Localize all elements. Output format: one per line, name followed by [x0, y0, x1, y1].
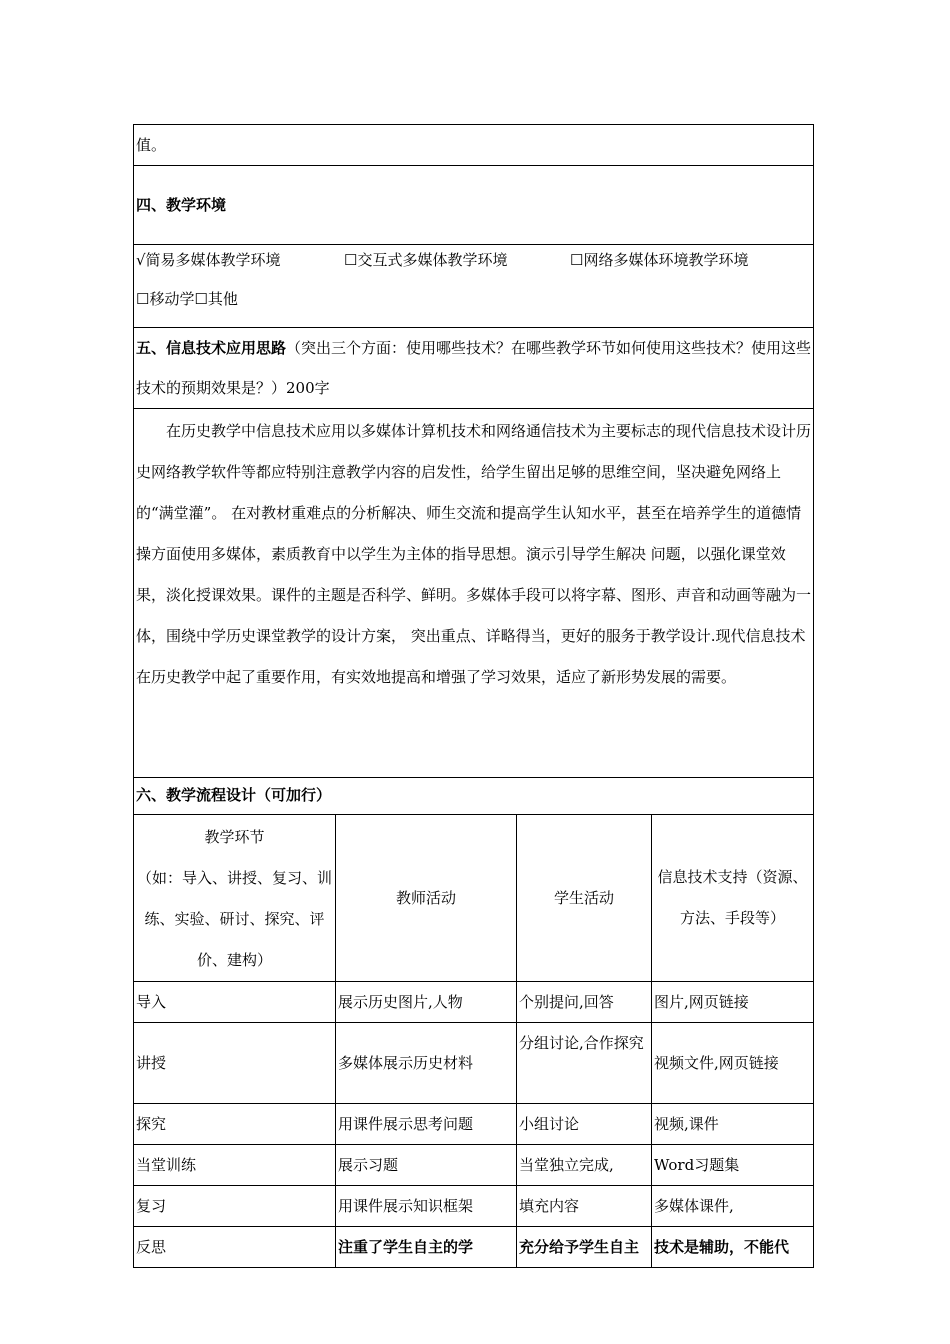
table-row	[134, 1227, 814, 1268]
option-network-multimedia: ☐网络多媒体环境教学环境	[570, 251, 749, 269]
option-mobile-other: ☐移动学☐其他	[136, 290, 238, 308]
row-stage: 讲授	[134, 1023, 336, 1104]
header-tech: 信息技术支持（资源、方法、手段等）	[652, 815, 814, 982]
row-stage: 探究	[134, 1104, 336, 1145]
top-row	[134, 125, 814, 166]
section4-title: 四、教学环境	[134, 166, 814, 245]
row-tech: Word习题集	[652, 1145, 814, 1186]
header-stage-examples: （如：导入、讲授、复习、训练、实验、研讨、探究、评价、建构）	[136, 869, 332, 969]
section4-options-row	[134, 245, 814, 328]
row-student: 小组讨论	[517, 1104, 652, 1145]
row-tech: 多媒体课件,	[652, 1186, 814, 1227]
row-stage: 导入	[134, 982, 336, 1023]
section5-body-row	[134, 409, 814, 778]
row-stage: 反思	[134, 1227, 336, 1268]
option-interactive-multimedia: ☐交互式多媒体教学环境	[344, 251, 508, 269]
section5-note: （突出三个方面：使用哪些技术？在哪些教学环节如何使用这些技术？使用这些技术的预期效果是？）200字	[136, 339, 812, 397]
table-row	[134, 1145, 814, 1186]
top-text: 值。	[134, 125, 814, 166]
row-teacher: 展示习题	[336, 1145, 517, 1186]
section5-title-cell	[134, 328, 814, 409]
section6-title: 六、教学流程设计（可加行）	[134, 778, 814, 815]
row-student: 个别提问,回答	[517, 982, 652, 1023]
table-row	[134, 1023, 814, 1104]
row-student: 充分给予学生自主	[517, 1227, 652, 1268]
table-row	[134, 1186, 814, 1227]
row-tech: 技术是辅助，不能代	[652, 1227, 814, 1268]
option-simple-multimedia: √简易多媒体教学环境	[136, 251, 281, 269]
header-stage	[134, 815, 336, 982]
section6-title-row	[134, 778, 814, 815]
row-student: 填充内容	[517, 1186, 652, 1227]
row-stage: 复习	[134, 1186, 336, 1227]
row-teacher: 用课件展示知识框架	[336, 1186, 517, 1227]
row-teacher: 多媒体展示历史材料	[336, 1023, 517, 1104]
row-tech: 图片,网页链接	[652, 982, 814, 1023]
flow-header-row	[134, 815, 814, 982]
section5-title: 五、信息技术应用思路	[136, 339, 287, 357]
lesson-plan-table	[133, 124, 813, 1268]
row-tech: 视频文件,网页链接	[652, 1023, 814, 1104]
header-teacher: 教师活动	[336, 815, 517, 982]
table-row	[134, 982, 814, 1023]
header-stage-title: 教学环节	[204, 828, 265, 846]
table-row	[134, 1104, 814, 1145]
row-teacher: 注重了学生自主的学	[336, 1227, 517, 1268]
header-student: 学生活动	[517, 815, 652, 982]
row-teacher: 用课件展示思考问题	[336, 1104, 517, 1145]
row-tech: 视频,课件	[652, 1104, 814, 1145]
row-student: 分组讨论,合作探究	[517, 1023, 652, 1104]
row-teacher: 展示历史图片,人物	[336, 982, 517, 1023]
section5-title-row	[134, 328, 814, 409]
row-student: 当堂独立完成,	[517, 1145, 652, 1186]
row-stage: 当堂训练	[134, 1145, 336, 1186]
section5-body: 在历史教学中信息技术应用以多媒体计算机技术和网络通信技术为主要标志的现代信息技术设计历史网络教学软件等都应特别注意教学内容的启发性，给学生留出足够的思维空间，坚决避免网络上的“满堂灌”。 在对教材重难点的分析解决、师生交流和提高学生认知水平，甚至在培养学生的道德情操方面使用多媒体，素质教育中以学生为主体的指导思想。演示引导学生解决 问题，以强化课堂效果，淡化授课效果。课件的主题是否科学、鲜明。多媒体手段可以将字幕、图形、声音和动画等融为一体，围绕中学历史课堂教学的设计方案， 突出重点、详略得当，更好的服务于教学设计.现代信息技术在历史教学中起了重要作用，有实效地提高和增强了学习效果，适应了新形势发展的需要。	[134, 409, 814, 778]
section4-title-row	[134, 166, 814, 245]
